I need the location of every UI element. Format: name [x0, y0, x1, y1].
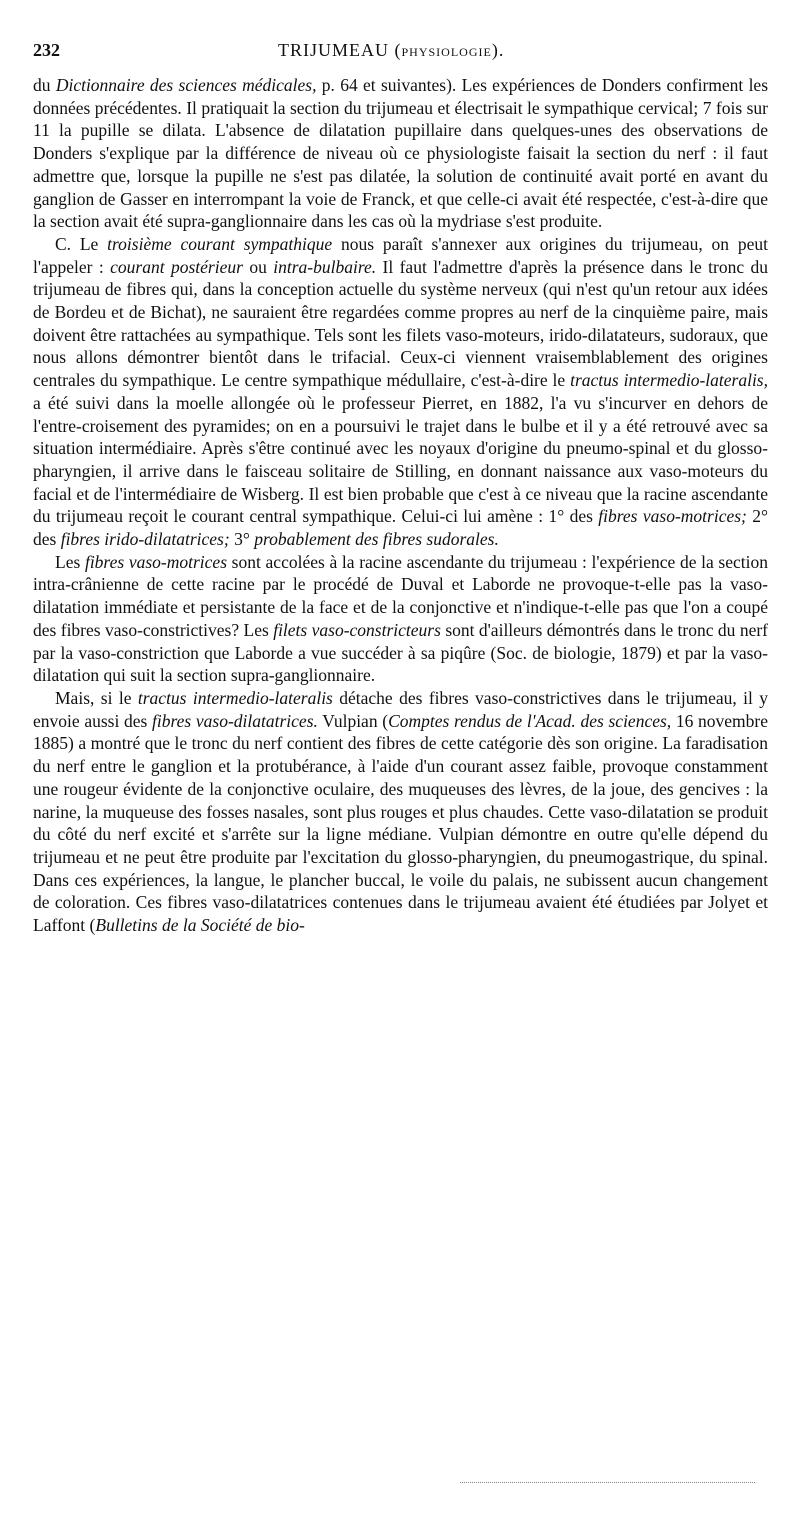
text-run: sont d'ailleurs démontrés dans le tronc du nerf par la vaso-constriction que Laborde a vue succéder à sa piqûre (Soc. de biologie, 1879) et par la vaso-dilatation qui suit la section supra-ganglionnaire.	[33, 619, 768, 686]
text-run: Les	[55, 551, 85, 572]
paragraph-1	[33, 74, 768, 233]
italic-run: fibres irido-dilatatrices;	[60, 529, 230, 550]
italic-run: fibres vaso-motrices	[84, 551, 228, 572]
running-title-main: TRIJUMEAU	[278, 40, 389, 60]
italic-run: probablement des fibres sudorales.	[254, 529, 499, 550]
text-run: ou	[242, 256, 274, 277]
italic-run: troisième courant sympathique	[107, 233, 333, 254]
text-run: C. Le	[55, 233, 108, 254]
book-page	[33, 40, 768, 937]
paragraph-2	[33, 233, 768, 551]
text-run: du	[33, 75, 56, 95]
running-title: TRIJUMEAU (PHYSIOLOGIE).	[278, 40, 505, 60]
text-run: nous paraît s'annexer aux origines du trijumeau, on peut l'appeler :	[33, 233, 768, 277]
italic-run: tractus intermedio-lateralis,	[570, 370, 768, 391]
text-run: sont accolées à la racine ascendante du trijumeau : l'expérience de la section intra-crânienne de cette racine par le procédé de Duval et Laborde ne provoque-t-elle pas la vaso-dilatation immédiate et persistante de la face et de la conjonctive et n'indique-t-elle pas que l'on a coupé des fibres vaso-constrictives? Les	[33, 551, 768, 640]
text-run: 16 novembre 1885) a montré que le tronc du nerf contient des fibres de cette catégorie dès son origine. La faradisation du nerf entre le ganglion et la protubérance, à l'aide d'un courant assez faible, provoque constamment une rougeur évidente de la conjonctive oculaire, des muqueuses des lèvres, de la joue, des gencives : la narine, la muqueuse des fosses nasales, sont plus rouges et plus chaudes. Cette vaso-dilatation se produit du côté du nerf excité et s'arrête sur la ligne médiane. Vulpian démontre en outre qu'elle dépend du trijumeau et ne peut être produite par l'excitation du glosso-pharyngien, du pneumogastrique, du spinal. Dans ces expériences, la langue, le plancher buccal, le voile du palais, ne subissent aucun changement de coloration. Ces fibres vaso-dilatatrices contenues dans le trijumeau avaient été étudiées par Jolyet et Laffont (	[33, 710, 768, 936]
page-number: 232	[33, 40, 60, 60]
italic-run: courant postérieur	[110, 256, 243, 277]
running-title-sub: PHYSIOLOGIE	[401, 45, 492, 59]
italic-run: Comptes rendus de l'Acad. des sciences,	[388, 710, 672, 731]
italic-run: fibres vaso-dilatatrices.	[152, 710, 318, 731]
italic-run: intra-bulbaire.	[273, 256, 377, 277]
italic-run: Dictionnaire des sciences médicales,	[55, 75, 317, 95]
text-run: Vulpian (	[317, 710, 389, 731]
text-run: Il faut l'admettre d'après la présence dans le tronc du trijumeau de fibres qui, dans la conception actuelle du système nerveux (qui n'est qu'un retour aux idées de Bordeu et de Bichat), ne sauraient être regardées comme propres au nerf de la cinquième paire, mais doivent être rattachées au sympathique. Tels sont les filets vaso-moteurs, irido-dilatateurs, sudoraux, que nous allons démontrer bientôt dans le trifacial. Ceux-ci viennent vraisemblablement des origines centrales du sympathique. Le centre sympathique médullaire, c'est-à-dire le	[33, 256, 768, 391]
page-header	[33, 40, 768, 74]
text-run: p. 64 et suivantes). Les expériences de Donders confirment les données précédentes. Il pratiquait la section du trijumeau et électrisait le sympathique cervical; 7 fois sur 11 la pupille se dilata. L'absence de dilatation pupillaire dans quelques-unes des observations de Donders s'explique par la différence de niveau où ce physiologiste faisait la section du nerf : il faut admettre que, lorsque la pupille ne s'est pas dilatée, la solution de continuité avait porté en avant du ganglion de Gasser en interrompant la voie de Franck, et que celle-ci avait été respectée, c'est-à-dire que la section avait été supra-ganglionnaire dans les cas où la mydriase s'est produite.	[33, 75, 769, 232]
italic-run: filets vaso-constricteurs	[273, 619, 441, 640]
text-run: 3°	[229, 529, 255, 550]
paragraph-4	[33, 687, 768, 937]
text-run: a été suivi dans la moelle allongée où le professeur Pierret, en 1882, l'a vu s'incurver en dehors de l'entre-croisement des pyramides; on en a poursuivi le trajet dans le bulbe et il y a été retrouvé avec sa situation intermédiaire. Après s'être continué avec les noyaux d'origine du pneumo-spinal et du glosso-pharyngien, il arrive dans le faisceau solitaire de Stilling, en donnant naissance aux vaso-moteurs du facial et de l'intermédiaire de Wisberg. Il est bien probable que c'est à ce niveau que la racine ascendante du trijumeau reçoit le courant central sympathique. Celui-ci lui amène : 1° des	[33, 392, 768, 527]
text-run: Mais, si le	[55, 687, 138, 708]
italic-run: fibres vaso-motrices;	[598, 506, 747, 527]
text-run: détache des fibres vaso-constrictives dans le trijumeau, il y envoie aussi des	[33, 687, 768, 731]
italic-run: tractus intermedio-lateralis	[137, 687, 333, 708]
italic-run: Bulletins de la Société de bio-	[95, 915, 305, 936]
footer-rule	[460, 1482, 755, 1483]
text-run: 2° des	[33, 506, 769, 550]
paragraph-3	[33, 551, 768, 687]
